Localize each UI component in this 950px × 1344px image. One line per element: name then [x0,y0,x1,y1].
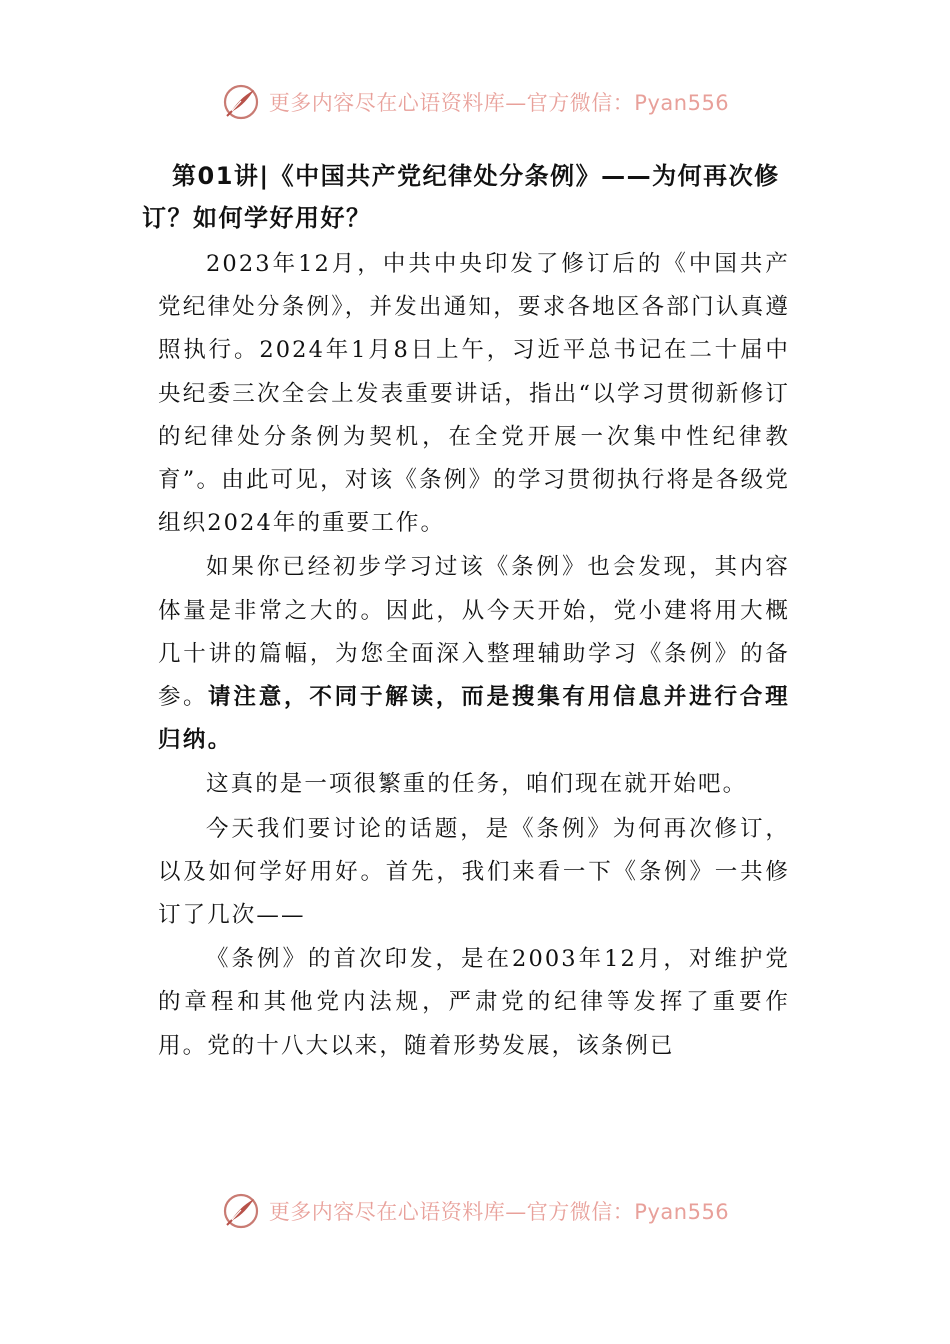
document-title: 第01讲|《中国共产党纪律处分条例》——为何再次修订？如何学好用好？ [142,162,780,232]
document-body [142,155,791,1069]
paragraph [158,763,790,806]
paragraph-text: 如果你已经初步学习过该《条例》也会发现，其内容体量是非常之大的。因此，从今天开始，党小建将用大概几十讲的篇幅，为您全面深入整理辅助学习《条例》的备参。 [158,554,790,711]
watermark-header [0,78,950,126]
paragraph-bold-note: 请注意，不同于解读，而是搜集有用信息并进行合理归纳。 [158,684,791,754]
watermark-footer [0,1187,950,1235]
watermark-text: 更多内容尽在心语资料库—官方微信：Pyan556 [268,91,730,115]
watermark-text: 更多内容尽在心语资料库—官方微信：Pyan556 [268,1200,730,1224]
paragraph-text: 这真的是一项很繁重的任务，咱们现在就开始吧。 [206,771,748,798]
paragraph-text: 2023年12月，中共中央印发了修订后的《中国共产党纪律处分条例》，并发出通知，要求各地区各部门认真遵照执行。2024年1月8日上午，习近平总书记在二十届中央纪委三次全会上发表重要讲话，指出“以学习贯彻新修订的纪律处分条例为契机，在全党开展一次集中性纪律教育”。由此可见，对该《条例》的学习贯彻执行将是各级党组织2024年的重要工作。 [158,251,790,537]
paragraph-text: 今天我们要讨论的话题，是《条例》为何再次修订，以及如何学好用好。首先，我们来看一下《条例》一共修订了几次—— [158,815,790,929]
paragraph [158,546,790,762]
paragraph [158,808,790,938]
paragraph [158,243,790,545]
paragraph [158,938,790,1068]
quill-logo-icon [221,1191,261,1231]
paragraph-text: 《条例》的首次印发，是在2003年12月，对维护党的章程和其他党内法规，严肃党的纪律等发挥了重要作用。党的十八大以来，随着形势发展，该条例已 [158,946,790,1059]
quill-logo-icon [221,82,261,122]
